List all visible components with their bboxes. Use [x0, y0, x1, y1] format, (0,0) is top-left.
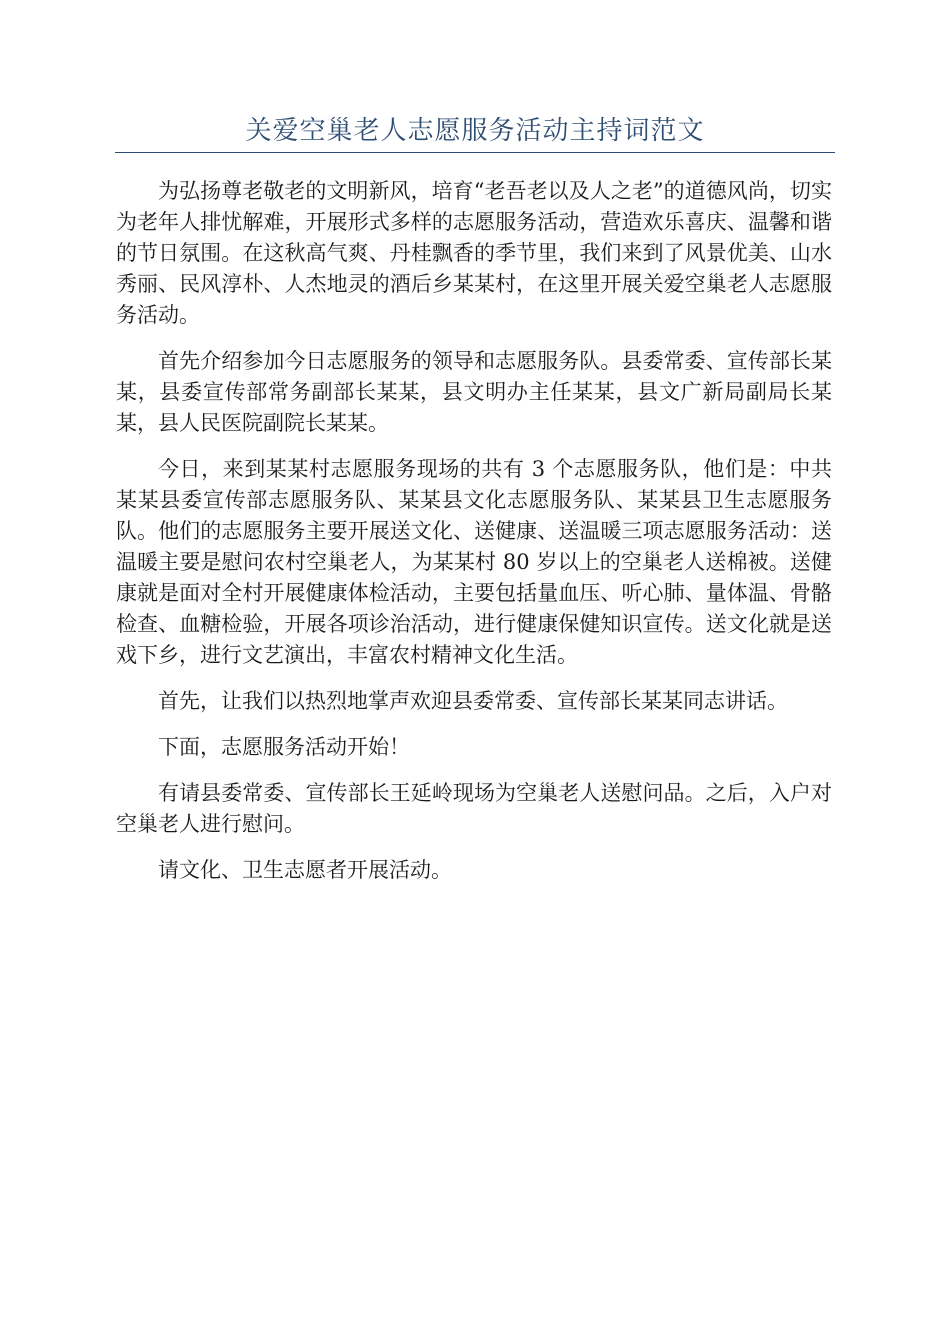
title-block [115, 114, 835, 153]
paragraph-intro: 为弘扬尊老敬老的文明新风，培育“老吾老以及人之老”的道德风尚，切实为老年人排忧解难，开展形式多样的志愿服务活动，营造欢乐喜庆、温馨和谐的节日氛围。在这秋高气爽、丹桂飘香的季节里，我们来到了风景优美、山水秀丽、民风淳朴、人杰地灵的酒后乡某某村，在这里开展关爱空巢老人志愿服务活动。 [116, 179, 832, 327]
paragraph-activity-start: 下面，志愿服务活动开始！ [158, 735, 410, 759]
paragraph-welcome-speech: 首先，让我们以热烈地掌声欢迎县委常委、宣传部长某某同志讲话。 [158, 689, 788, 713]
paragraph-gift-giving: 有请县委常委、宣传部长王延岭现场为空巢老人送慰问品。之后，入户对空巢老人进行慰问。 [116, 781, 832, 836]
paragraph-service-teams: 今日，来到某某村志愿服务现场的共有 3 个志愿服务队，他们是：中共某某县委宣传部志愿服务队、某某县文化志愿服务队、某某县卫生志愿服务队。他们的志愿服务主要开展送文化、送健康、送温暖三项志愿服务活动：送温暖主要是慰问农村空巢老人，为某某村 80 岁以上的空巢老人送棉被。送健康就是面对全村开展健康体检活动，主要包括量血压、听心肺、量体温、骨骼检查、血糖检验，开展各项诊治活动，进行健康保健知识宣传。送文化就是送戏下乡，进行文艺演出，丰富农村精神文化生活。 [116, 457, 832, 667]
document-body [116, 176, 832, 901]
document-title: 关爱空巢老人志愿服务活动主持词范文 [245, 116, 705, 146]
paragraph-leaders: 首先介绍参加今日志愿服务的领导和志愿服务队。县委常委、宣传部长某某，县委宣传部常务副部长某某，县文明办主任某某，县文广新局副局长某某，县人民医院副院长某某。 [116, 349, 832, 435]
paragraph-volunteers: 请文化、卫生志愿者开展活动。 [158, 858, 452, 882]
